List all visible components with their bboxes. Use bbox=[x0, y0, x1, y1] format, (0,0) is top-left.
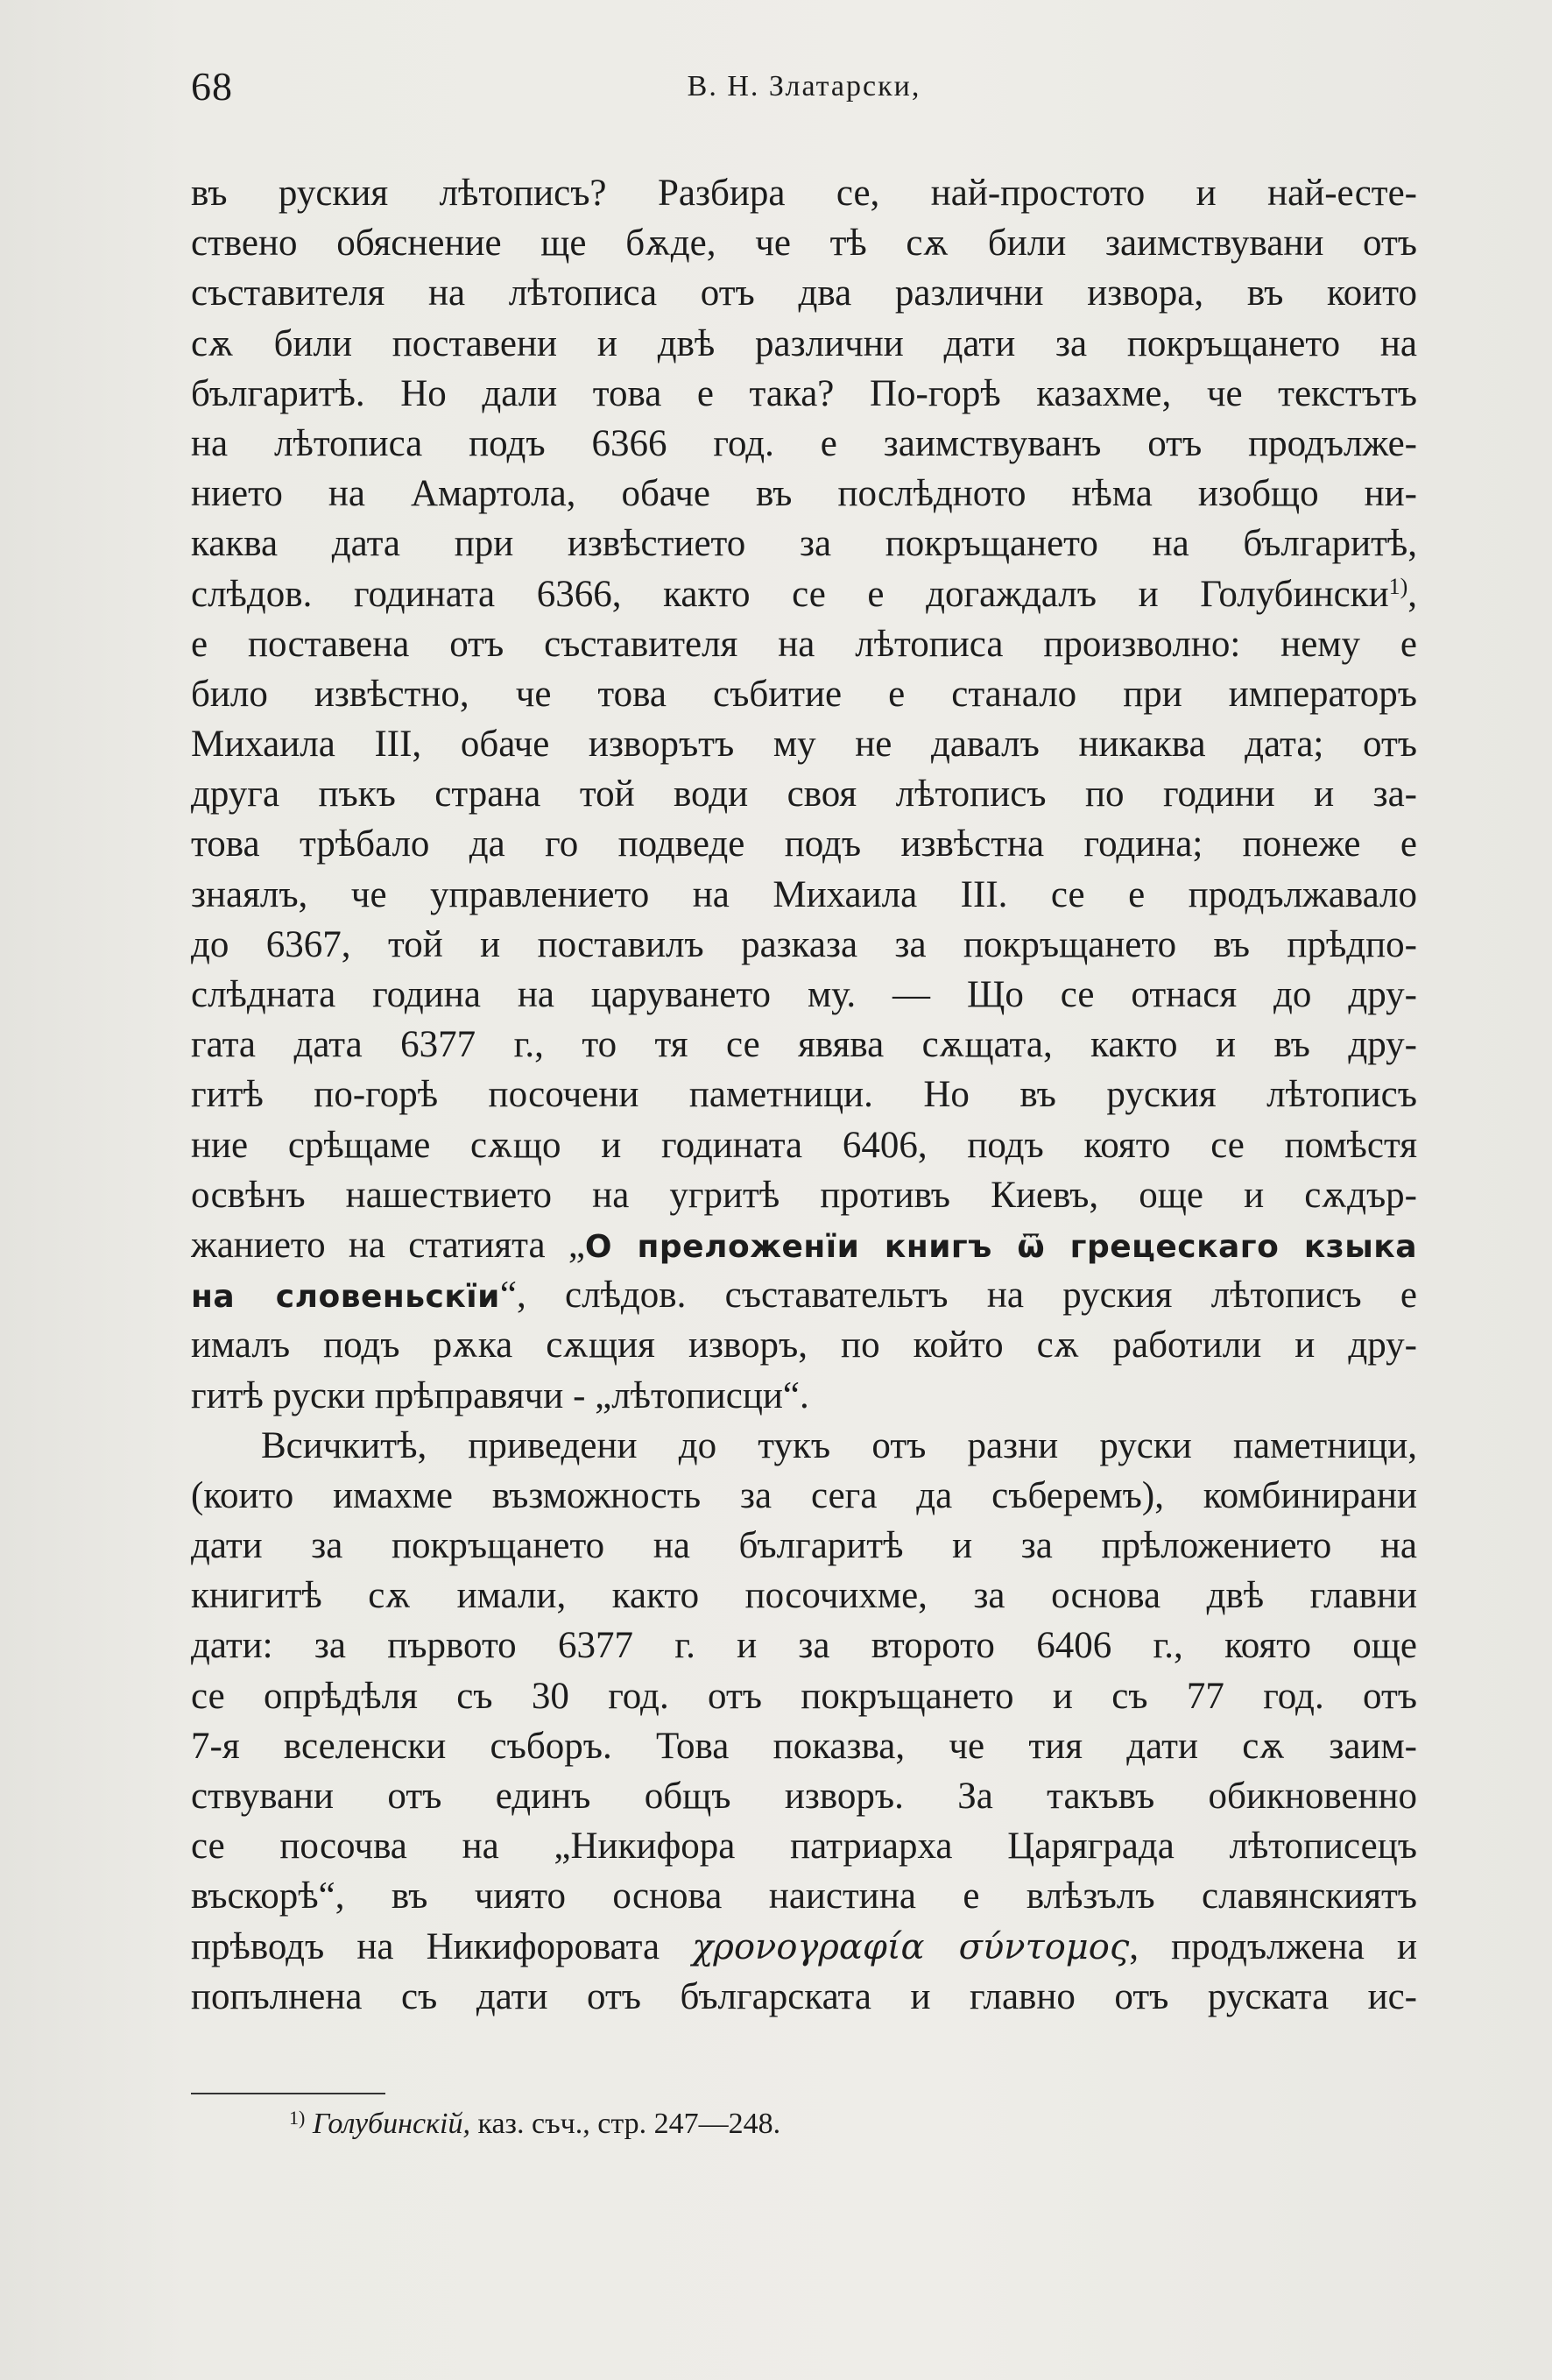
text-line: Всичкитѣ, приведени до тукъ отъ разни руски паметници, bbox=[261, 1424, 1417, 1466]
text-line: до 6367, той и поставилъ разказа за покръщането въ прѣдпо- bbox=[191, 923, 1417, 965]
text-line: книгитѣ сѫ имали, както посочихме, за основа двѣ главни bbox=[191, 1575, 1417, 1617]
text-line: въ руския лѣтописъ? Разбира се, най-простото и най-есте- bbox=[191, 173, 1417, 214]
page-header bbox=[191, 63, 1417, 116]
text-line: ние срѣщаме сѫщо и годината 6406, подъ която се помѣстя bbox=[191, 1124, 1417, 1166]
text-line: сѫ били поставени и двѣ различни дати за покръщането на bbox=[191, 322, 1417, 364]
text-line: българитѣ. Но дали това е така? По-горѣ казахме, че текстътъ bbox=[191, 372, 1417, 414]
footnote-reference: 1) bbox=[1388, 573, 1408, 599]
text-line: каква дата при извѣстието за покръщането на българитѣ, bbox=[191, 523, 1417, 565]
text-line: това трѣбало да го подведе подъ извѣстна година; понеже е bbox=[191, 823, 1417, 865]
text-line: въскорѣ“, въ чиято основа наистина е влѣзълъ славянскиятъ bbox=[191, 1875, 1417, 1917]
text-line bbox=[191, 1270, 1417, 1320]
text-line: гитѣ руски прѣправячи - „лѣтописци“. bbox=[191, 1374, 809, 1416]
church-slavonic-title: на словеньскїи bbox=[191, 1279, 500, 1316]
text-line: нието на Амартола, обаче въ послѣдното нѣма изобщо ни- bbox=[191, 473, 1417, 515]
text-line: дати: за първото 6377 г. и за второто 6406 г., която още bbox=[191, 1625, 1417, 1667]
greek-title: χρονογραφία σύντομος bbox=[692, 1926, 1130, 1967]
text-line: гата дата 6377 г., то тя се явява сѫщата, както и въ дру- bbox=[191, 1024, 1417, 1066]
text-line: ствено обяснение ще бѫде, че тѣ сѫ били заимствувани отъ bbox=[191, 222, 1417, 265]
text-line: гитѣ по-горѣ посочени паметници. Но въ руския лѣтописъ bbox=[191, 1074, 1417, 1116]
text-segment: , продължена и bbox=[1129, 1925, 1417, 1967]
text-line: съставителя на лѣтописа отъ два различни извора, въ които bbox=[191, 272, 1417, 314]
text-segment: прѣводъ на Никифоровата bbox=[191, 1925, 693, 1967]
body-text bbox=[191, 168, 1417, 2022]
text-line: 7-я вселенски съборъ. Това показва, че тия дати сѫ заим- bbox=[191, 1725, 1417, 1767]
text-line: се опрѣдѣля съ 30 год. отъ покръщането и съ 77 год. отъ bbox=[191, 1675, 1417, 1717]
church-slavonic-title: О преложенїи книгъ ѿ грецескаго кзыка bbox=[584, 1228, 1417, 1265]
text-line: е поставена отъ съставителя на лѣтописа произволно: нему е bbox=[191, 623, 1417, 665]
text-line: слѣдната година на царуването му. — Що се отнася до дру- bbox=[191, 974, 1417, 1015]
text-line: Михаила III, обаче изворътъ му не давалъ никаква дата; отъ bbox=[191, 724, 1417, 766]
text-line: попълнена съ дати отъ българската и главно отъ руската ис- bbox=[191, 1975, 1417, 2017]
text-line: се посочва на „Никифора патриарха Царяграда лѣтописецъ bbox=[191, 1826, 1417, 1868]
text-line: друга пъкъ страна той води своя лѣтописъ по години и за- bbox=[191, 773, 1417, 816]
text-line: било извѣстно, че това събитие е станало при императоръ bbox=[191, 673, 1417, 715]
text-line: освѣнъ нашествието на угритѣ противъ Киевъ, още и сѫдър- bbox=[191, 1174, 1417, 1216]
footnote bbox=[289, 2108, 780, 2141]
text-line bbox=[191, 569, 1417, 619]
text-line: ималъ подъ рѫка сѫщия изворъ, по който сѫ работили и дру- bbox=[191, 1324, 1417, 1367]
text-line: ствувани отъ единъ общъ изворъ. За такъвъ обикновенно bbox=[191, 1776, 1417, 1817]
text-line: (които имахме възможность за сега да съберемъ), комбинирани bbox=[191, 1474, 1417, 1516]
text-segment: слѣдов. годината 6366, както се е догаждалъ и Голубински bbox=[191, 573, 1389, 615]
text-line bbox=[191, 1220, 1417, 1270]
footnote-author: Голубинскій, bbox=[312, 2108, 470, 2140]
text-segment: жанието на статията „ bbox=[191, 1224, 585, 1266]
text-line bbox=[191, 1922, 1417, 1972]
text-segment: “, слѣдов. съставательтъ на руския лѣтописъ е bbox=[499, 1275, 1417, 1317]
text-line: на лѣтописа подъ 6366 год. е заимствуванъ отъ продълже- bbox=[191, 422, 1417, 464]
running-head: В. Н. Златарски, bbox=[687, 70, 921, 102]
text-line: дати за покръщането на българитѣ и за прѣложението на bbox=[191, 1525, 1417, 1567]
footnote-text: каз. съч., стр. 247—248. bbox=[469, 2108, 781, 2140]
text-segment: , bbox=[1407, 573, 1417, 615]
footnote-mark: 1) bbox=[289, 2107, 306, 2129]
footnote-divider bbox=[191, 2093, 385, 2094]
page-number: 68 bbox=[191, 64, 233, 109]
text-line: знаялъ, че управлението на Михаила III. се е продължавало bbox=[191, 873, 1417, 915]
